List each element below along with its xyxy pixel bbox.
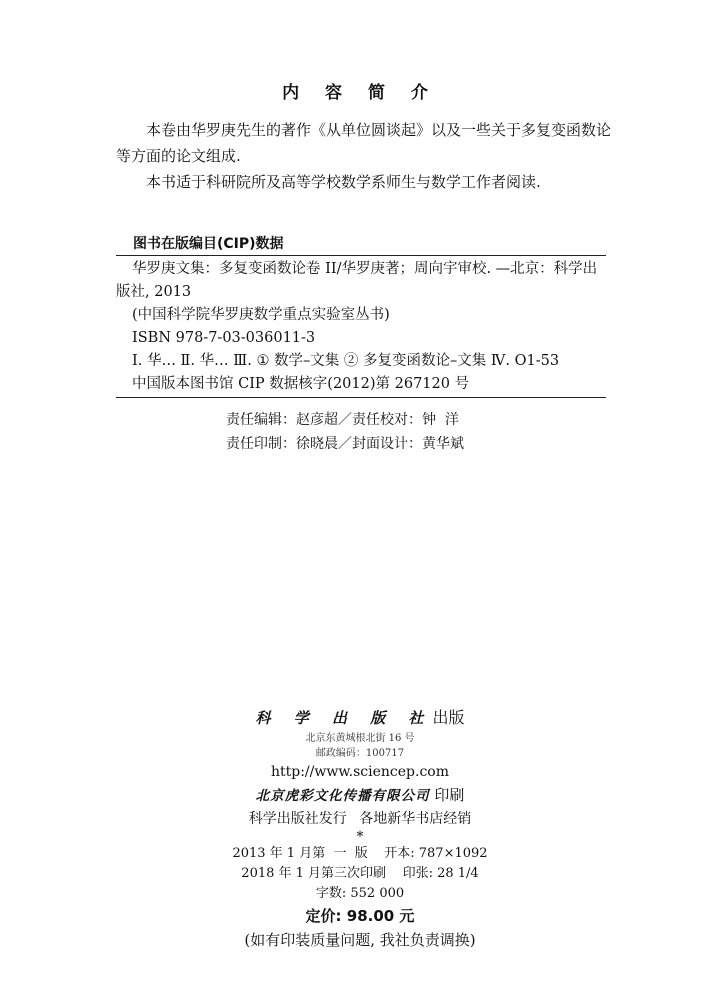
divider bbox=[116, 255, 606, 256]
publisher-url: http://www.sciencep.com bbox=[270, 764, 449, 780]
summary-paragraph: 本卷由华罗庚先生的著作《从单位圆谈起》以及一些关于多复变函数论等方面的论文组成. bbox=[116, 121, 612, 165]
word-count: 字数: 552 000 bbox=[315, 886, 405, 901]
cip-line: 华罗庚文集：多复变函数论卷 II/华罗庚著；周向宇审校. —北京：科学出版社, 2013 bbox=[116, 261, 598, 300]
divider bbox=[116, 397, 606, 398]
print-suffix: 印刷 bbox=[434, 786, 465, 804]
price: 定价: 98.00 元 bbox=[305, 907, 415, 925]
printer-name: 北京虎彩文化传播有限公司 bbox=[255, 788, 430, 804]
publisher-postcode: 邮政编码：100717 bbox=[315, 748, 405, 759]
editors-block bbox=[226, 408, 464, 456]
imprint-block bbox=[0, 705, 720, 952]
quality-notice: (如有印装质量问题, 我社负责调换) bbox=[244, 931, 476, 949]
summary-title: 内 容 简 介 bbox=[282, 83, 438, 103]
publisher-address: 北京东黄城根北街 16 号 bbox=[305, 733, 415, 744]
cip-block bbox=[116, 258, 606, 396]
cip-line: (中国科学院华罗庚数学重点实验室丛书) bbox=[132, 307, 390, 323]
printer-line bbox=[0, 783, 720, 808]
cip-line: ISBN 978-7-03-036011-3 bbox=[132, 330, 316, 346]
cip-line: Ⅰ. 华… Ⅱ. 华… Ⅲ. ① 数学–文集 ② 多复变函数论–文集 Ⅳ. O1-53 bbox=[132, 353, 560, 369]
editors-line: 责任印制：徐晓晨／封面设计：黄华斌 bbox=[226, 436, 464, 452]
summary-paragraph: 本书适于科研院所及高等学校数学系师生与数学工作者阅读. bbox=[146, 173, 541, 191]
cip-heading: 图书在版编目(CIP)数据 bbox=[133, 236, 284, 252]
printing-line: 2018 年 1 月第三次印刷 印张: 28 1/4 bbox=[241, 866, 479, 881]
summary-text bbox=[116, 117, 616, 195]
publisher-line bbox=[0, 705, 720, 731]
publish-suffix: 出版 bbox=[432, 708, 465, 727]
distribution-line: 科学出版社发行 各地新华书店经销 bbox=[248, 811, 472, 827]
edition-line: 2013 年 1 月第 一 版 开本: 787×1092 bbox=[232, 846, 488, 861]
cip-line: 中国版本图书馆 CIP 数据核字(2012)第 267120 号 bbox=[132, 376, 470, 392]
editors-line: 责任编辑：赵彦超／责任校对：钟 洋 bbox=[226, 412, 459, 428]
publisher-name: 科 学 出 版 社 bbox=[255, 709, 433, 727]
separator-star: * bbox=[356, 829, 364, 845]
